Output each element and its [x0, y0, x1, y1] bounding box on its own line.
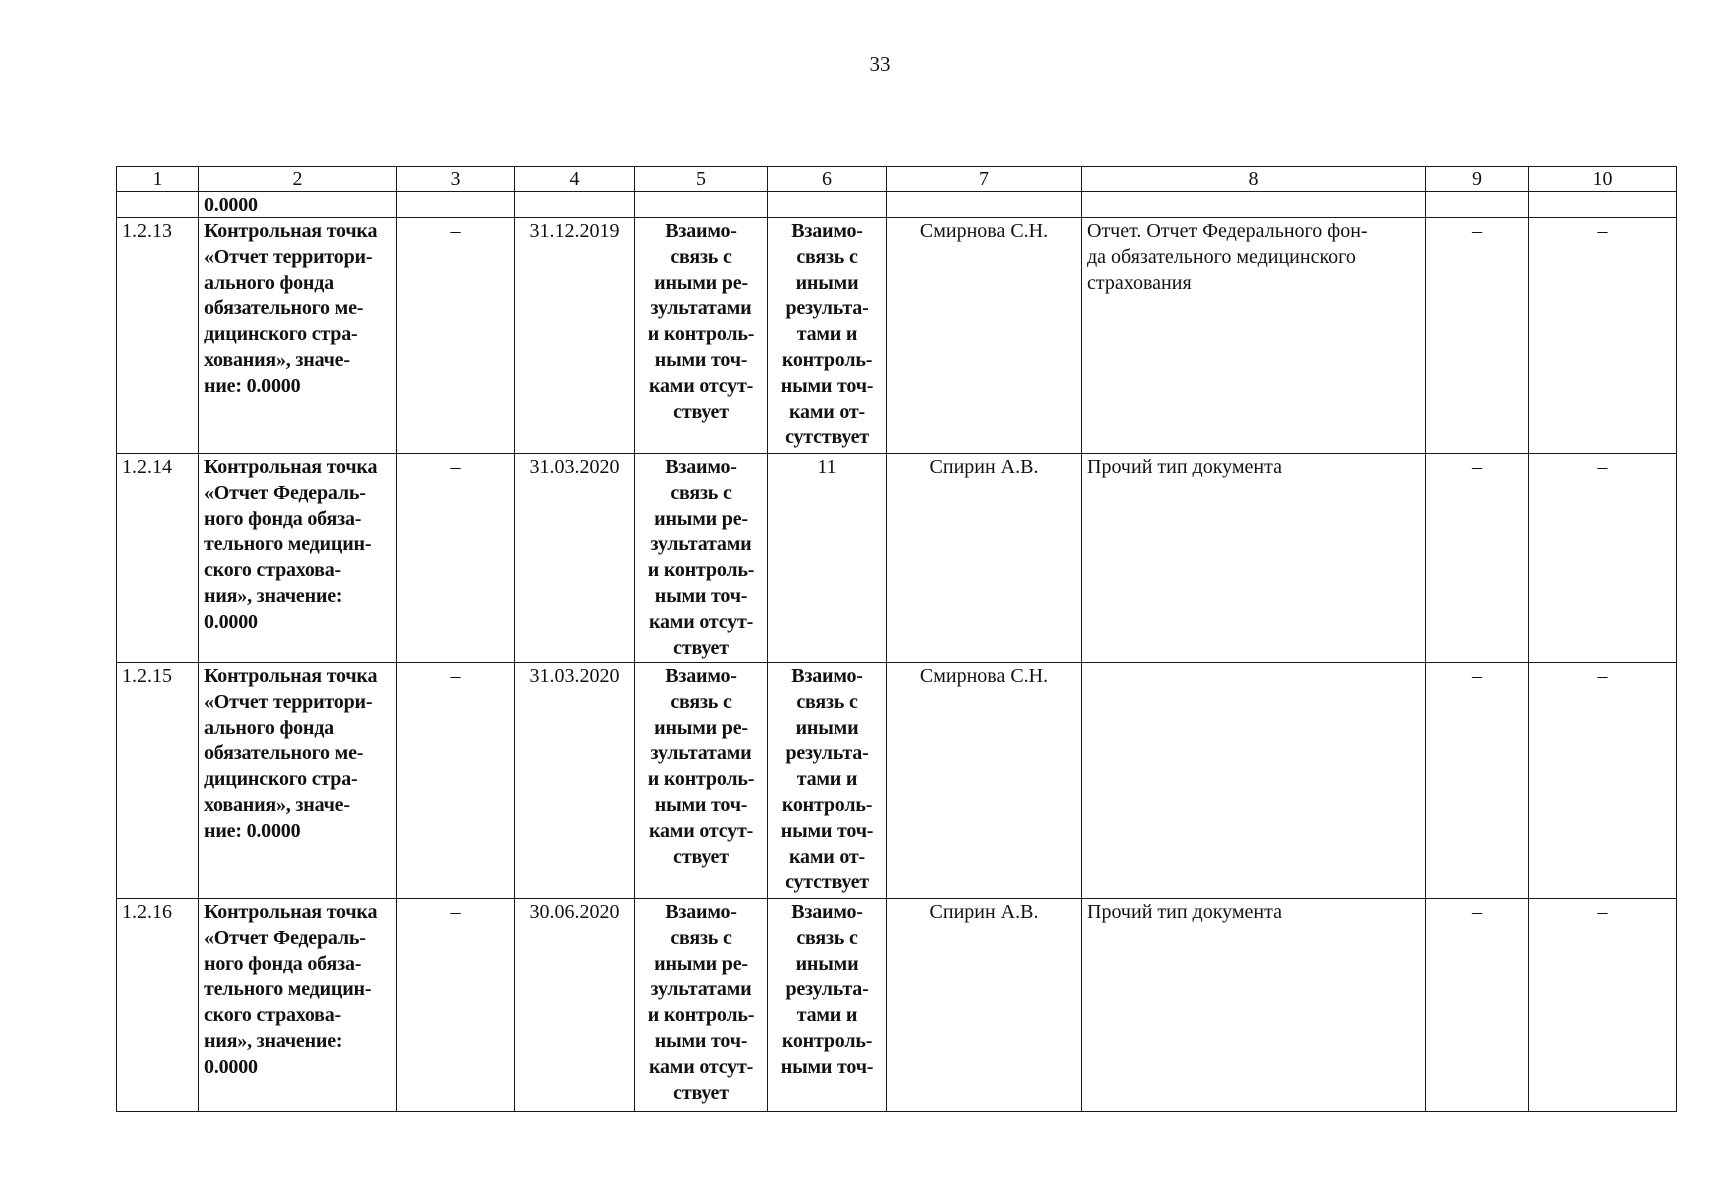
text-line: ного фонда обяза- — [204, 507, 362, 530]
text-line: дицинского стра- — [204, 323, 358, 346]
text-line: Взаимо- — [665, 901, 737, 923]
header-cell: 8 — [1082, 167, 1426, 192]
relation-col6 — [768, 454, 887, 663]
date-value: 31.03.2020 — [515, 454, 635, 663]
header-cell: 1 — [117, 167, 199, 192]
document-type — [1082, 454, 1426, 663]
text-line: зультатами — [650, 297, 752, 320]
table-cell — [397, 192, 515, 218]
text-line: 0.0000 — [204, 1055, 258, 1078]
text-line: 0.0000 — [204, 610, 258, 633]
table-cell — [635, 192, 768, 218]
text-line: ными точ- — [654, 1029, 748, 1052]
text-line: ными точ- — [780, 374, 874, 397]
text-line: и контроль- — [647, 1004, 755, 1027]
text-line: связь с — [670, 926, 732, 949]
text-line: ками отсут- — [648, 374, 754, 397]
text-line: Взаимо- — [665, 456, 737, 478]
control-point-name — [199, 899, 397, 1112]
text-line: ками от- — [789, 845, 865, 868]
text-line: ками отсут- — [648, 819, 754, 842]
responsible-person: Спирин А.В. — [887, 899, 1082, 1112]
col9-value: – — [1426, 454, 1529, 663]
text-line: Взаимо- — [791, 901, 863, 923]
header-cell: 10 — [1529, 167, 1677, 192]
text-line: «Отчет Федераль- — [204, 481, 366, 504]
text-line: контроль- — [781, 1029, 873, 1052]
text-line: результа- — [785, 297, 869, 320]
col9-value: – — [1426, 663, 1529, 899]
text-line: «Отчет Федераль- — [204, 926, 366, 949]
text-line: сутствует — [785, 426, 869, 449]
text-line: связь с — [796, 926, 858, 949]
text-line: Прочий тип документа — [1087, 456, 1282, 478]
document-type — [1082, 663, 1426, 899]
text-line: Контрольная точка — [204, 456, 378, 478]
text-line: иными ре- — [654, 716, 748, 739]
document-type — [1082, 899, 1426, 1112]
text-line: Отчет. Отчет Федерального фон- — [1087, 220, 1368, 242]
text-line: ствует — [673, 400, 729, 423]
table-row — [117, 663, 1677, 899]
text-line: ками отсут- — [648, 610, 754, 633]
row-number: 1.2.14 — [117, 454, 199, 663]
table-cell: 0.0000 — [199, 192, 397, 218]
text-line: ками от- — [789, 400, 865, 423]
control-point-name — [199, 454, 397, 663]
text-line: ального фонда — [204, 271, 334, 294]
text-line: Контрольная точка — [204, 665, 378, 687]
header-cell: 7 — [887, 167, 1082, 192]
text-line: да обязательного медицинского — [1087, 245, 1356, 268]
col9-value: – — [1426, 899, 1529, 1112]
text-line: результа- — [785, 742, 869, 765]
row-number: 1.2.13 — [117, 218, 199, 454]
text-line: иными ре- — [654, 952, 748, 975]
text-line: обязательного ме- — [204, 297, 364, 320]
text-line: «Отчет территори- — [204, 245, 373, 268]
text-line: иными — [795, 271, 859, 294]
col3-value: – — [397, 454, 515, 663]
header-cell: 9 — [1426, 167, 1529, 192]
text-line: Контрольная точка — [204, 901, 378, 923]
text-line: обязательного ме- — [204, 742, 364, 765]
text-line: ными точ- — [780, 1055, 874, 1078]
text-line: «Отчет территори- — [204, 690, 373, 713]
relation-col5 — [635, 218, 768, 454]
relation-col6 — [768, 218, 887, 454]
text-line: ния», значение: — [204, 584, 343, 607]
header-cell: 6 — [768, 167, 887, 192]
text-line: ными точ- — [654, 348, 748, 371]
text-line: и контроль- — [647, 559, 755, 582]
col3-value: – — [397, 663, 515, 899]
header-cell: 2 — [199, 167, 397, 192]
text-line: и контроль- — [647, 323, 755, 346]
date-value: 30.06.2020 — [515, 899, 635, 1112]
relation-col5 — [635, 663, 768, 899]
text-line: тельного медицин- — [204, 533, 372, 556]
table-cell — [515, 192, 635, 218]
date-value: 31.12.2019 — [515, 218, 635, 454]
col3-value: – — [397, 218, 515, 454]
text-line: связь с — [796, 245, 858, 268]
text-line: Взаимо- — [791, 665, 863, 687]
text-line: ского страхова- — [204, 559, 341, 582]
continuation-row — [117, 192, 1677, 218]
responsible-person: Спирин А.В. — [887, 454, 1082, 663]
text-line: иными ре- — [654, 507, 748, 530]
text-line: иными — [795, 952, 859, 975]
text-line: сутствует — [785, 871, 869, 894]
control-points-table — [116, 166, 1677, 1112]
header-cell: 3 — [397, 167, 515, 192]
text-line: иными — [795, 716, 859, 739]
table-cell — [1426, 192, 1529, 218]
text-line: зультатами — [650, 742, 752, 765]
table-row — [117, 454, 1677, 663]
row-number: 1.2.15 — [117, 663, 199, 899]
text-line: ального фонда — [204, 716, 334, 739]
text-line: хования», значе- — [204, 348, 350, 371]
text-line: ными точ- — [654, 584, 748, 607]
row-number: 1.2.16 — [117, 899, 199, 1112]
relation-col6 — [768, 899, 887, 1112]
date-value: 31.03.2020 — [515, 663, 635, 899]
text-line: 11 — [817, 456, 837, 478]
text-line: ными точ- — [780, 819, 874, 842]
text-line: Взаимо- — [791, 220, 863, 242]
text-line: хования», значе- — [204, 793, 350, 816]
col9-value: – — [1426, 218, 1529, 454]
header-cell: 4 — [515, 167, 635, 192]
text-line: контроль- — [781, 348, 873, 371]
text-line: ствует — [673, 636, 729, 659]
text-line: Контрольная точка — [204, 220, 378, 242]
page-number: 33 — [869, 52, 891, 76]
text-line: Взаимо- — [665, 220, 737, 242]
header-row — [117, 167, 1677, 192]
col3-value: – — [397, 899, 515, 1112]
header-cell: 5 — [635, 167, 768, 192]
text-line: ние: 0.0000 — [204, 819, 301, 842]
table-row — [117, 218, 1677, 454]
text-line: ние: 0.0000 — [204, 374, 301, 397]
col10-value: – — [1529, 218, 1677, 454]
control-point-name — [199, 218, 397, 454]
table-cell — [768, 192, 887, 218]
table-cell — [887, 192, 1082, 218]
text-line: страхования — [1087, 271, 1192, 294]
text-line: ствует — [673, 845, 729, 868]
table-row — [117, 899, 1677, 1112]
relation-col6 — [768, 663, 887, 899]
text-line: Прочий тип документа — [1087, 901, 1282, 923]
responsible-person: Смирнова С.Н. — [887, 663, 1082, 899]
text-line: и контроль- — [647, 768, 755, 791]
text-line: контроль- — [781, 793, 873, 816]
relation-col5 — [635, 899, 768, 1112]
text-line: тами и — [796, 768, 858, 791]
text-line: связь с — [670, 481, 732, 504]
text-line: результа- — [785, 978, 869, 1001]
text-line: связь с — [796, 690, 858, 713]
table-cell — [1529, 192, 1677, 218]
text-line: связь с — [670, 245, 732, 268]
text-line: зультатами — [650, 533, 752, 556]
text-line: ния», значение: — [204, 1029, 343, 1052]
text-line: связь с — [670, 690, 732, 713]
text-line: иными ре- — [654, 271, 748, 294]
responsible-person: Смирнова С.Н. — [887, 218, 1082, 454]
col10-value: – — [1529, 454, 1677, 663]
text-line: тами и — [796, 1004, 858, 1027]
control-point-name — [199, 663, 397, 899]
document-type — [1082, 218, 1426, 454]
text-line: тельного медицин- — [204, 978, 372, 1001]
text-line: тами и — [796, 323, 858, 346]
text-line: Взаимо- — [665, 665, 737, 687]
text-line: зультатами — [650, 978, 752, 1001]
relation-col5 — [635, 454, 768, 663]
table-cell — [1082, 192, 1426, 218]
table-cell — [117, 192, 199, 218]
text-line: ного фонда обяза- — [204, 952, 362, 975]
text-line: ными точ- — [654, 793, 748, 816]
col10-value: – — [1529, 663, 1677, 899]
text-line: ками отсут- — [648, 1055, 754, 1078]
text-line: ского страхова- — [204, 1004, 341, 1027]
text-line: дицинского стра- — [204, 768, 358, 791]
col10-value: – — [1529, 899, 1677, 1112]
text-line: ствует — [673, 1081, 729, 1104]
